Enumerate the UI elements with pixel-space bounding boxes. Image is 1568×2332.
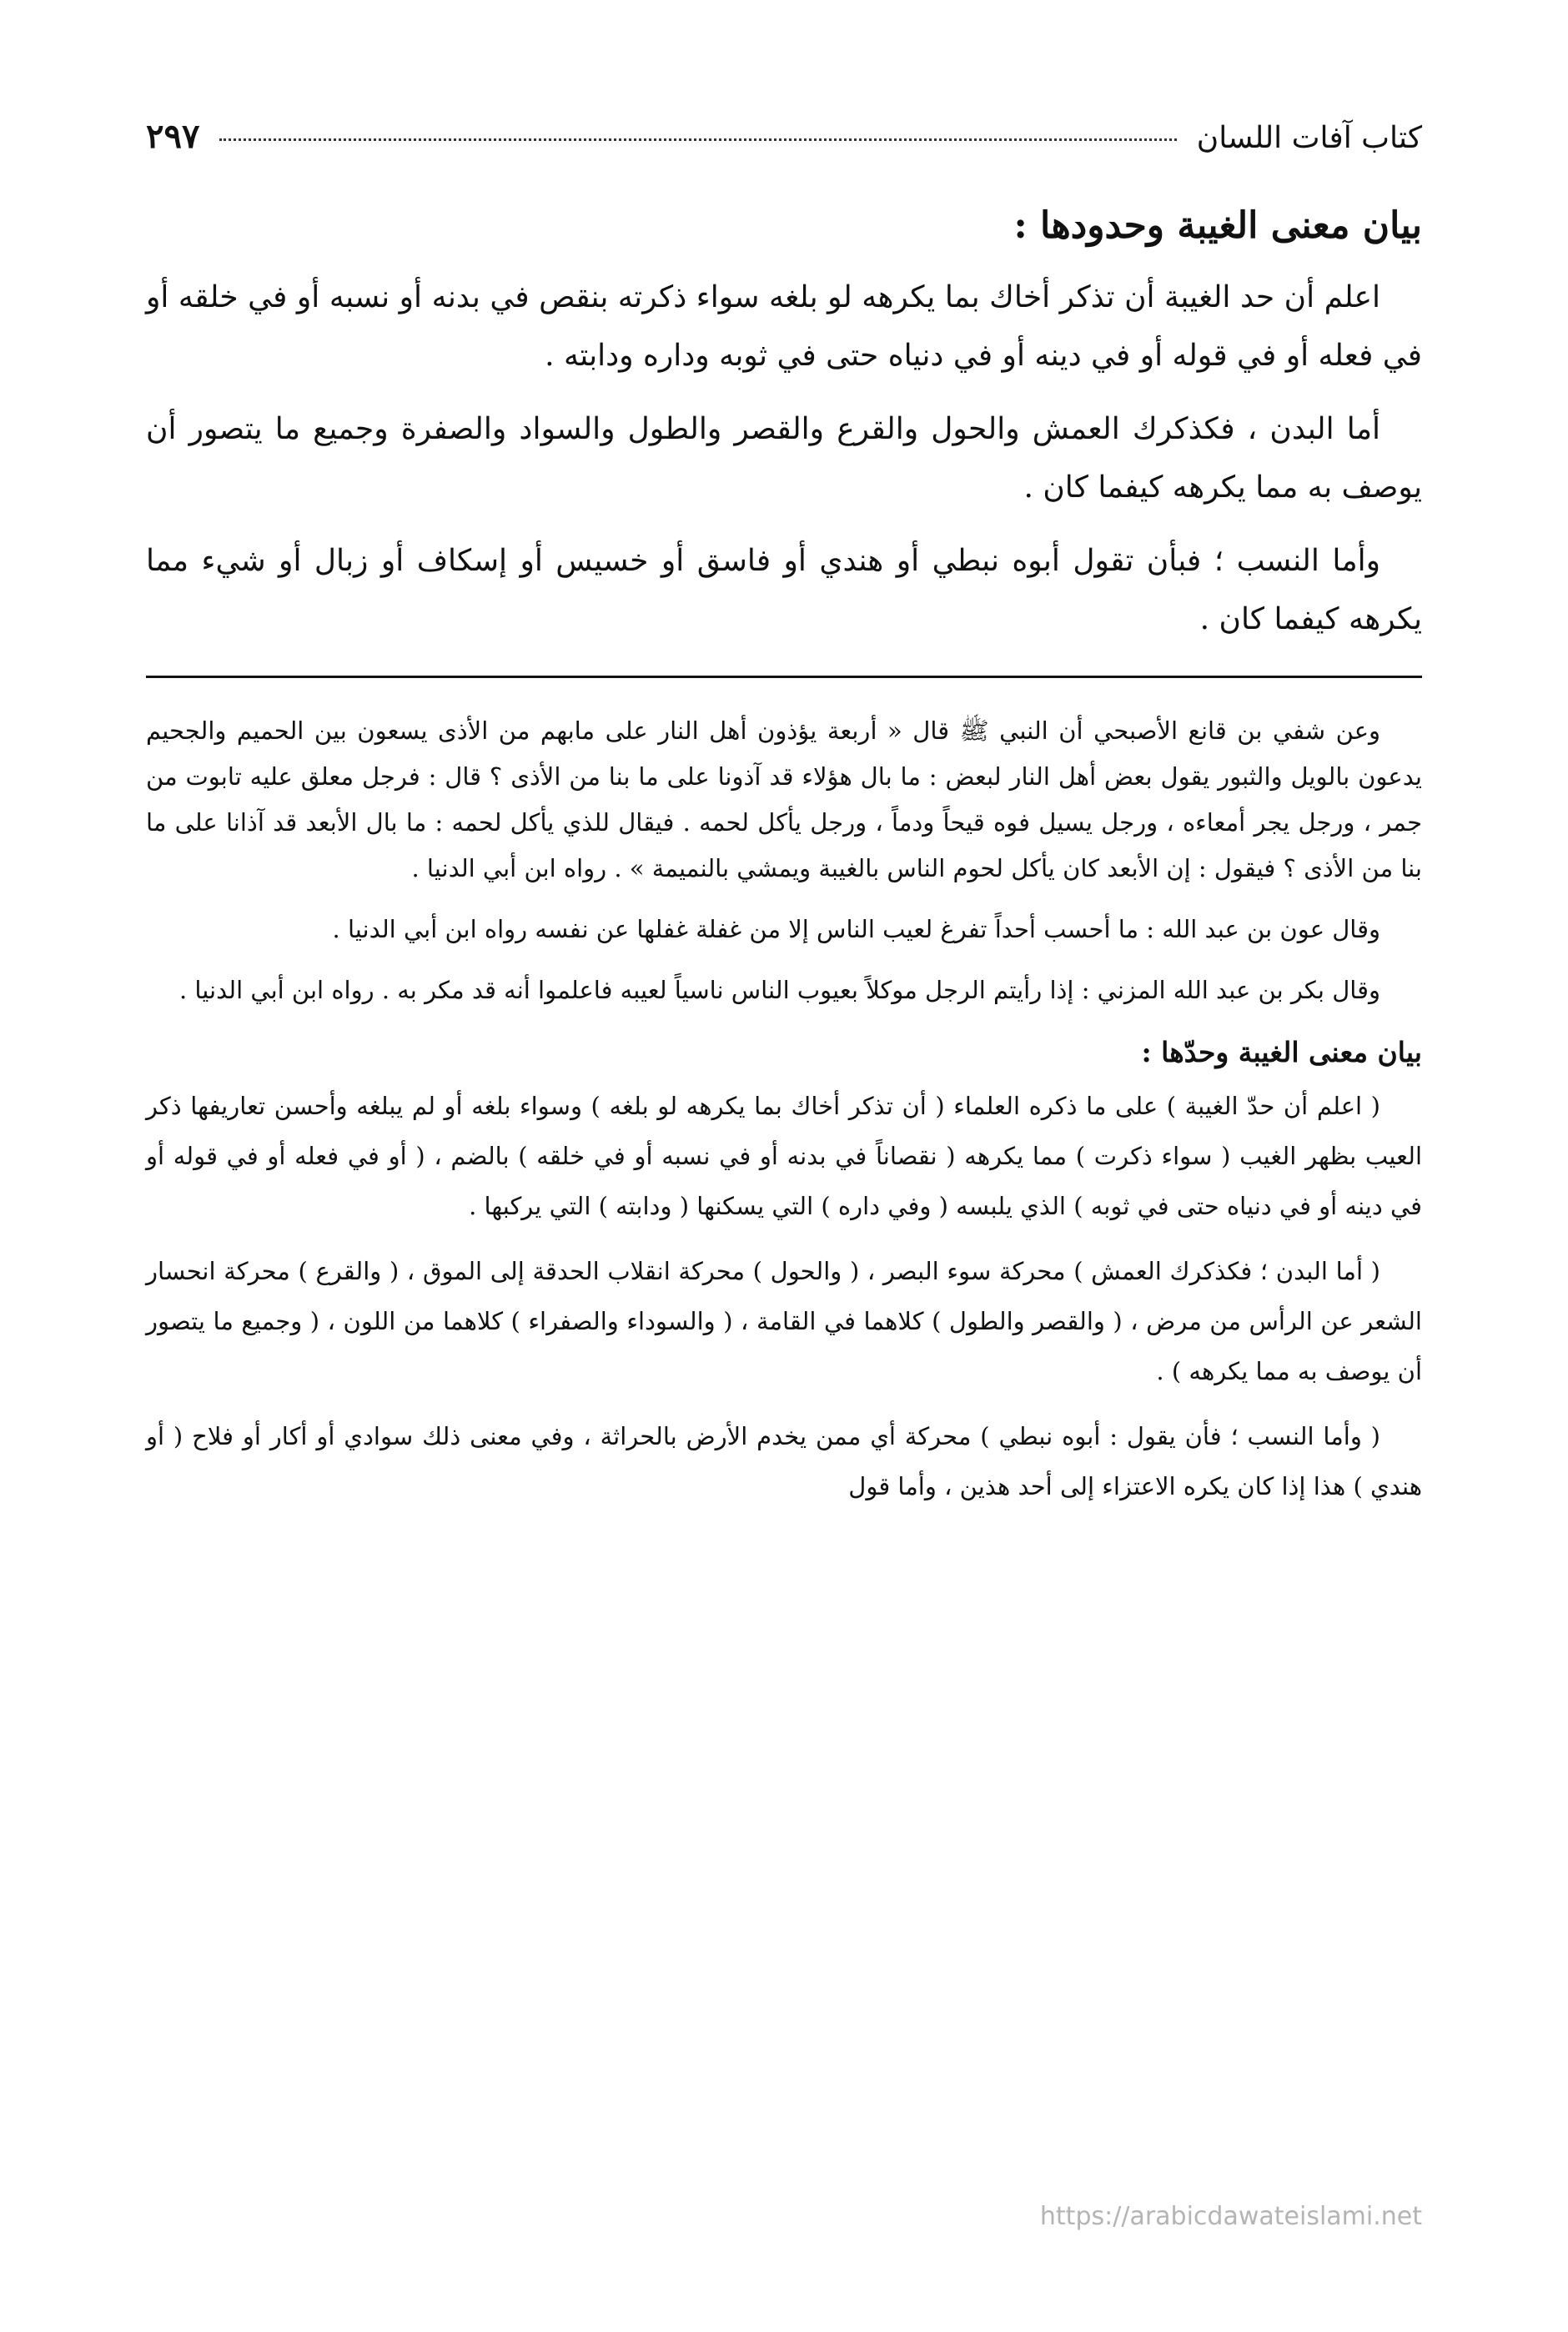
section-heading: بيان معنى الغيبة وحدودها : <box>1013 204 1422 247</box>
book-title: كتاب آفات اللسان <box>1196 121 1422 155</box>
main-paragraph: اعلم أن حد الغيبة أن تذكر أخاك بما يكرهه لو بلغه سواء ذكرته بنقص في بدنه أو نسبه أو في خلقه أو في فعله أو في قوله أو في دينه أو في دنياه حتى في ثوبه وداره ودابته . <box>146 279 1422 373</box>
commentary-paragraph: ( وأما النسب ؛ فأن يقول : أبوه نبطي ) محركة أي ممن يخدم الأرض بالحراثة ، وفي معنى ذلك سوادي أو أكار أو فلاح ( أو هندي ) هذا إذا كان يكره الاعتزاء إلى أحد هذين ، وأما قول <box>146 1422 1422 1501</box>
footnote-divider <box>146 676 1422 678</box>
commentary-paragraph: ( اعلم أن حدّ الغيبة ) على ما ذكره العلماء ( أن تذكر أخاك بما يكرهه لو بلغه ) وسواء بلغه أو لم يبلغه وأحسن تعاريفها ذكر العيب بظهر الغيب ( سواء ذكرت ) مما يكرهه ( نقصاناً في بدنه أو في نسبه أو في خلقه ) بالضم ، ( أو في فعله أو في قوله أو في دينه أو في دنياه حتى في ثوبه ) الذي يلبسه ( وفي داره ) التي يسكنها ( ودابته ) التي يركبها . <box>146 1092 1422 1221</box>
header-leader-dots <box>219 138 1176 141</box>
commentary-heading: بيان معنى الغيبة وحدّها : <box>1141 1035 1422 1068</box>
commentary-paragraph: ( أما البدن ؛ فكذكرك العمش ) محركة سوء البصر ، ( والحول ) محركة انقلاب الحدقة إلى الموق ، ( والقرع ) محركة انحسار الشعر عن الرأس من مرض ، ( والقصر والطول ) كلاهما في القامة ، ( والسوداء والصفراء ) كلاهما من اللون ، ( وجميع ما يتصور أن يوصف به مما يكرهه ) . <box>146 1257 1422 1386</box>
page-number: ٢٩٧ <box>146 117 200 156</box>
running-header <box>146 117 1422 167</box>
main-paragraph: أما البدن ، فكذكرك العمش والحول والقرع والقصر والطول والسواد والصفرة وجميع ما يتصور أن يوصف به مما يكرهه كيفما كان . <box>146 411 1422 505</box>
watermark-url: https://arabicdawateislami.net <box>1039 2202 1422 2231</box>
footnote-paragraph: وقال عون بن عبد الله : ما أحسب أحداً تفرغ لعيب الناس إلا من غفلة غفلها عن نفسه رواه ابن أبي الدنيا . <box>332 914 1380 943</box>
footnote-paragraph: وقال بكر بن عبد الله المزني : إذا رأيتم الرجل موكلاً بعيوب الناس ناسياً لعيبه فاعلموا أنه قد مكر به . رواه ابن أبي الدنيا . <box>178 975 1380 1004</box>
book-page <box>146 117 1422 1526</box>
footnote-paragraph: وعن شفي بن قانع الأصبحي أن النبي ﷺ قال « أربعة يؤذون أهل النار على مابهم من الأذى يسعون بين الحميم والجحيم يدعون بالويل والثبور يقول بعض أهل النار لبعض : ما بال هؤلاء قد آذونا على ما بنا من الأذى ؟ قال : فرجل معلق عليه تابوت من جمر ، ورجل يجر أمعاءه ، ورجل يسيل فوه قيحاً ودماً ، ورجل يأكل لحمه . فيقال للذي يأكل لحمه : ما بال الأبعد قد آذانا على ما بنا من الأذى ؟ فيقول : إن الأبعد كان يأكل لحوم الناس بالغيبة ويمشي بالنميمة » . رواه ابن أبي الدنيا . <box>146 716 1422 882</box>
main-paragraph: وأما النسب ؛ فبأن تقول أبوه نبطي أو هندي أو فاسق أو خسيس أو إسكاف أو زبال أو شيء مما يكرهه كيفما كان . <box>146 543 1422 636</box>
